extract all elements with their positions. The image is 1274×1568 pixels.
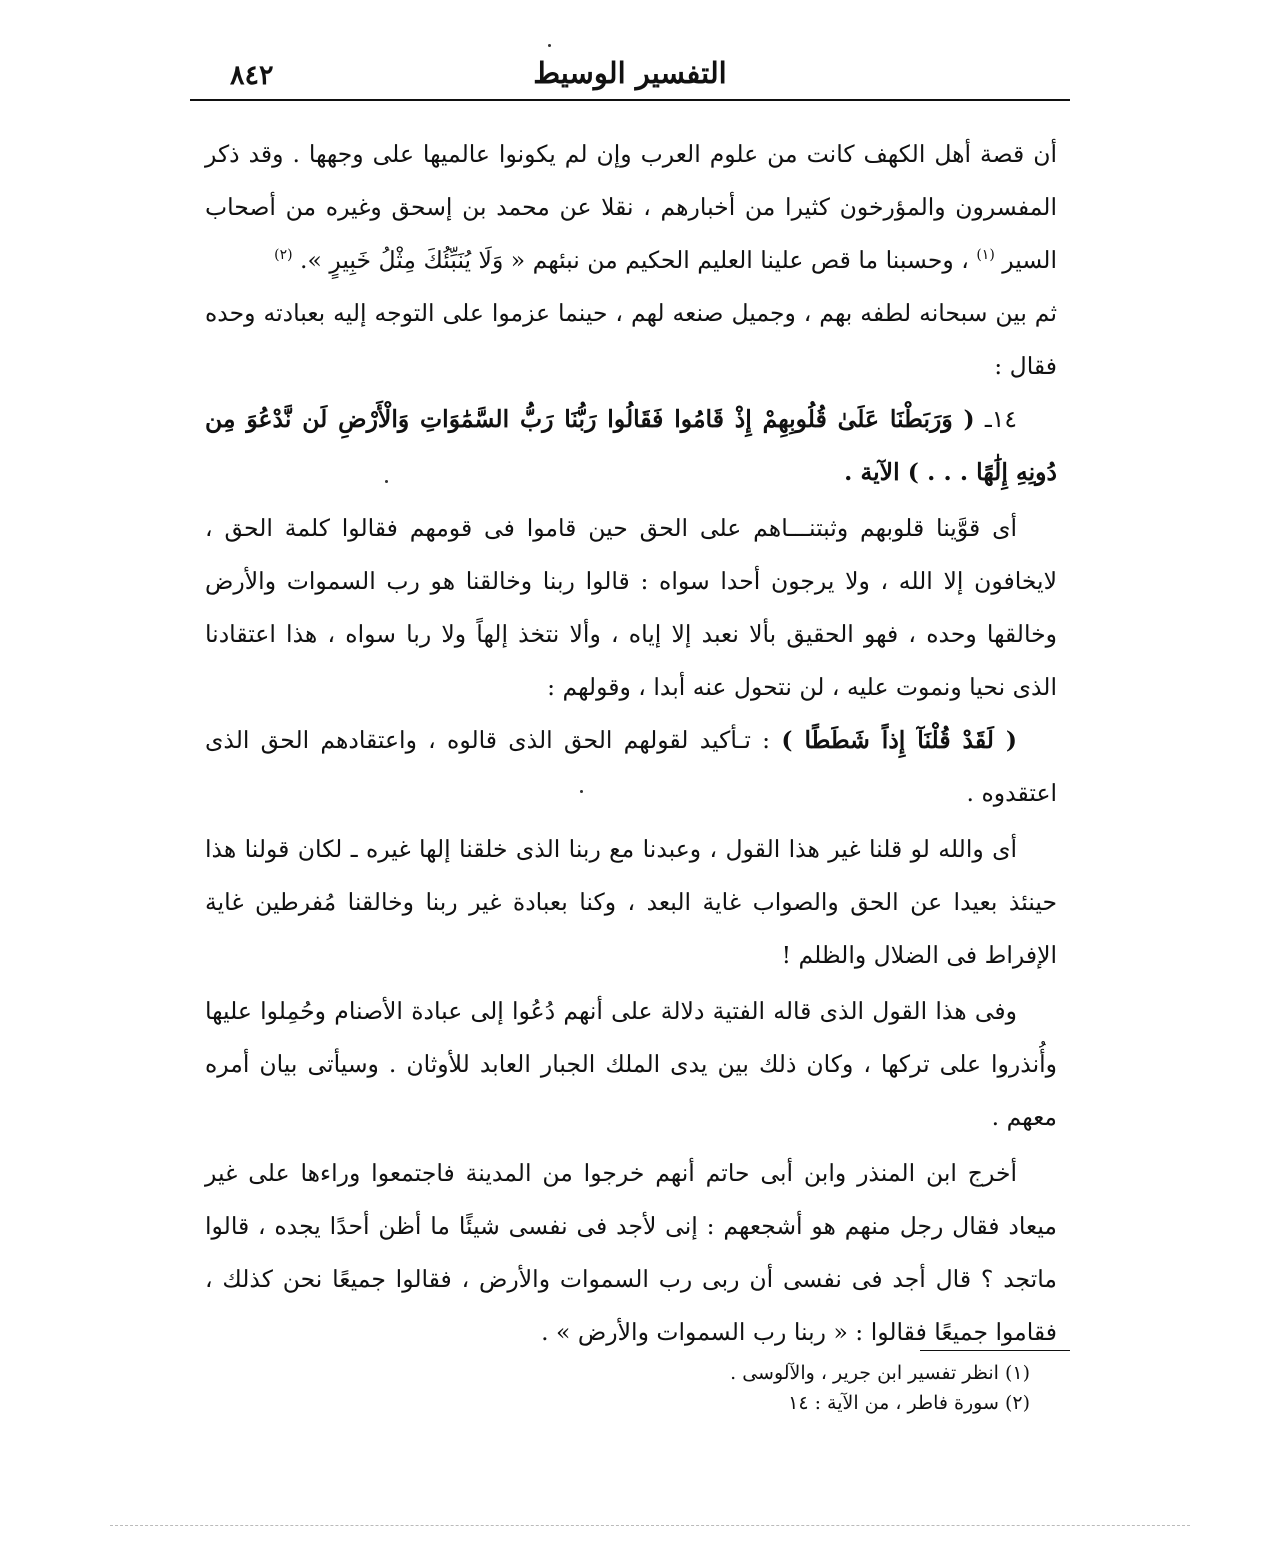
scan-speck	[548, 44, 551, 47]
paragraph: أى والله لو قلنا غير هذا القول ، وعبدنا مع ربنا الذى خلقنا إلها غيره ـ لكان قولنا هذا حينئذ بعيدا عن الحق والصواب غاية البعد ، وكنا بعبادة غير ربنا وخالقنا مُفرطين غاية الإفراط فى الضلال والظلم !	[205, 835, 1057, 969]
page-header	[190, 52, 1070, 96]
footnote-ref-2: (٢)	[274, 247, 293, 264]
scan-edge-line	[110, 1525, 1190, 1526]
footnotes	[600, 1358, 1030, 1418]
footnote-ref-1: (١)	[976, 247, 995, 264]
scan-speck	[580, 790, 583, 793]
paragraph: ثم بين سبحانه لطفه بهم ، وجميل صنعه لهم ، حينما عزموا على التوجه إليه بعبادته وحده فقال :	[205, 299, 1057, 380]
quran-verse: ( وَرَبَطْنَا عَلَىٰ قُلُوبِهِمْ إِذْ قَامُوا فَقَالُوا رَبُّنَا رَبُّ السَّمَٰوَاتِ وَالْأَرْضِ لَن نَّدْعُوَ مِن دُونِهِ إِلَٰهًا . . . ) الآية .	[205, 405, 1057, 486]
paragraph: أى قوَّينا قلوبهم وثبتنـــاهم على الحق حين قاموا فى قومهم فقالوا كلمة الحق ، لايخافون إلا الله ، ولا يرجون أحدا سواه : قالوا ربنا وخالقنا هو رب السموات والأرض وخالقها وحده ، فهو الحقيق بألا نعبد إلا إياه ، وألا نتخذ إلهاً ولا ربا سواه ، هذا اعتقادنا الذى نحيا ونموت عليه ، لن نتحول عنه أبدا ، وقولهم :	[205, 514, 1057, 701]
footnote-2: (٢) سورة فاطر ، من الآية : ١٤	[788, 1392, 1030, 1414]
page-number: ٨٤٢	[230, 60, 274, 91]
paragraph: أخرج ابن المنذر وابن أبى حاتم أنهم خرجوا من المدينة فاجتمعوا وراءها على غير ميعاد فقال رجل منهم هو أشجعهم : إنى لأجد فى نفسى شيئًا ما أظن أحدًا يجده ، قالوا ماتجد ؟ قال أجد فى نفسى أن ربى رب السموات والأرض ، فقالوا جميعًا نحن كذلك ، فقاموا جميعًا فقالوا : « ربنا رب السموات والأرض » .	[205, 1159, 1057, 1346]
footnote-1: (١) انظر تفسير ابن جرير ، والآلوسى .	[730, 1362, 1030, 1384]
verse-number: ١٤ـ	[984, 405, 1017, 433]
paragraph: ( لَقَدْ قُلْنَآ إِذاً شَطَطًا ) : تـأكيد لقولهم الحق الذى قالوه ، واعتقادهم الحق الذى اعتقدوه .	[205, 726, 1057, 807]
paragraph: وفى هذا القول الذى قاله الفتية دلالة على أنهم دُعُوا إلى عبادة الأصنام وحُمِلوا عليها وأُنذروا على تركها ، وكان ذلك بين يدى الملك الجبار العابد للأوثان . وسيأتى بيان أمره معهم .	[205, 997, 1057, 1131]
running-title: التفسير الوسيط	[533, 56, 727, 90]
paragraph: أن قصة أهل الكهف كانت من علوم العرب وإن لم يكونوا عالميها على وجهها . وقد ذكر المفسرون والمؤرخون كثيرا من أخبارهم ، نقلا عن محمد بن إسحق وغيره من أصحاب السير $^{(١)}$ ، وحسبنا ما قص علينا العليم الحكيم من نبئهم « وَلَا يُنَبِّئُكَ مِثْلُ خَبِيرٍ ». $^{(٢)}$	[205, 140, 1057, 274]
verse-paragraph	[205, 393, 1057, 499]
quran-phrase: ( لَقَدْ قُلْنَآ إِذاً شَطَطًا )	[781, 726, 1017, 754]
header-rule	[190, 99, 1070, 101]
scan-speck	[385, 480, 388, 483]
main-text	[205, 128, 1057, 1359]
footnote-rule	[920, 1350, 1070, 1351]
